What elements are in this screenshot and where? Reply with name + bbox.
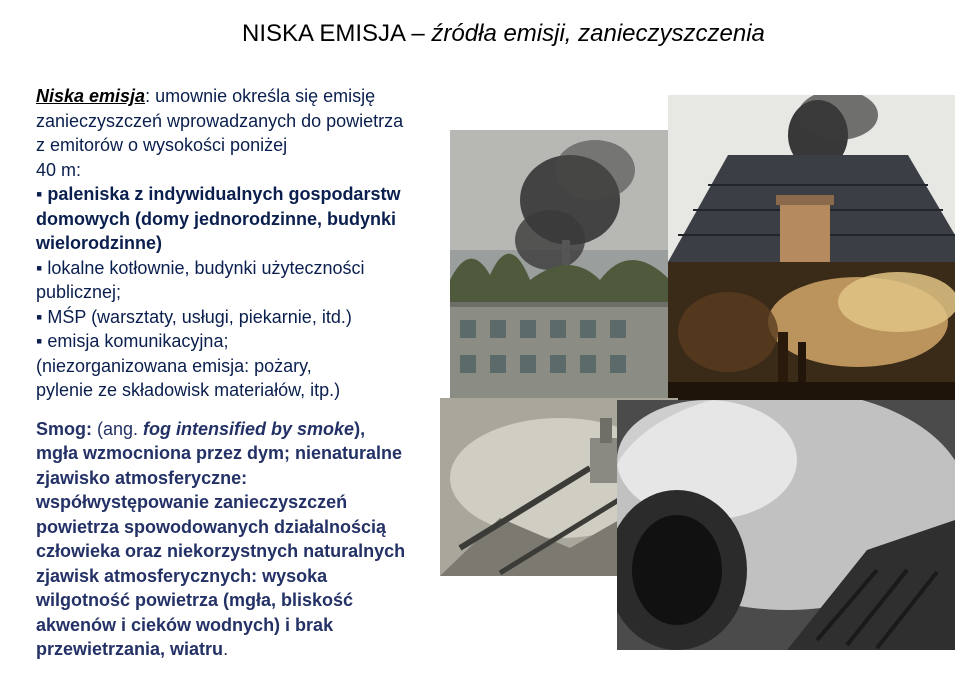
- smog-english: fog intensified by smoke: [138, 418, 355, 439]
- smog-line-8: wilgotność powietrza (mgła, bliskość: [36, 590, 354, 610]
- bullet-boiler-rooms-1: ▪ lokalne kotłownie, budynki użyteczności: [36, 257, 365, 278]
- smog-line-1: [36, 417, 476, 442]
- smog-line-5: powietrza spowodowanych działalnością: [36, 516, 387, 537]
- factory-smoke-photo: [450, 130, 670, 400]
- smog-line-9: akwenów i cieków wodnych) i brak: [36, 614, 334, 635]
- smog-period: .: [223, 639, 229, 659]
- bullet-households-2: domowych (domy jednorodzinne, budynki: [36, 208, 397, 229]
- smog-line-10: [36, 637, 476, 662]
- definition-line-1: [36, 84, 476, 109]
- bullet-sme: ▪ MŚP (warsztaty, usługi, piekarnie, itd.): [36, 306, 352, 327]
- definition-text: umownie określa się emisję: [150, 86, 376, 106]
- niska-emisja-term: Niska emisja: [36, 86, 146, 106]
- smog-line-6: człowieka oraz niekorzystnych naturalnych: [36, 541, 406, 561]
- smog-close: ),: [354, 418, 366, 439]
- smog-line-10-text: przewietrzania, wiatru: [36, 639, 224, 659]
- bullet-households-1: ▪ paleniska z indywidualnych gospodarstw: [36, 184, 401, 204]
- smog-ang: (ang.: [92, 418, 139, 439]
- yellow-smoke-chimneys-photo: [668, 262, 955, 402]
- note-line-1: (niezorganizowana emisja: pożary,: [36, 355, 312, 376]
- main-text: [36, 84, 476, 662]
- title-main: NISKA EMISJA –: [242, 20, 432, 47]
- smog-line-3: zjawisko atmosferyczne:: [36, 467, 248, 488]
- roof-chimney-photo: [668, 95, 955, 262]
- bullet-boiler-rooms-2: publicznej;: [36, 282, 122, 302]
- title-subtitle: źródła emisji, zanieczyszczenia: [431, 20, 765, 47]
- definition-line-4: 40 m:: [36, 159, 82, 180]
- term-colon: :: [145, 86, 151, 106]
- definition-line-2: zanieczyszczeń wprowadzanych do powietrza: [36, 110, 404, 131]
- bullet-transport: ▪ emisja komunikacyjna;: [36, 331, 229, 351]
- note-line-2: pylenie ze składowisk materiałów, itp.): [36, 380, 341, 400]
- smog-line-2: mgła wzmocniona przez dym; nienaturalne: [36, 443, 403, 463]
- bullet-households-3: wielorodzinne): [36, 233, 162, 253]
- smog-term: Smog:: [36, 418, 92, 439]
- smog-line-4: współwystępowanie zanieczyszczeń: [36, 492, 348, 512]
- exhaust-pipe-photo: [617, 400, 955, 650]
- smog-line-7: zjawisk atmosferycznych: wysoka: [36, 565, 328, 586]
- definition-line-3: z emitorów o wysokości poniżej: [36, 135, 288, 155]
- page-title: [242, 20, 765, 48]
